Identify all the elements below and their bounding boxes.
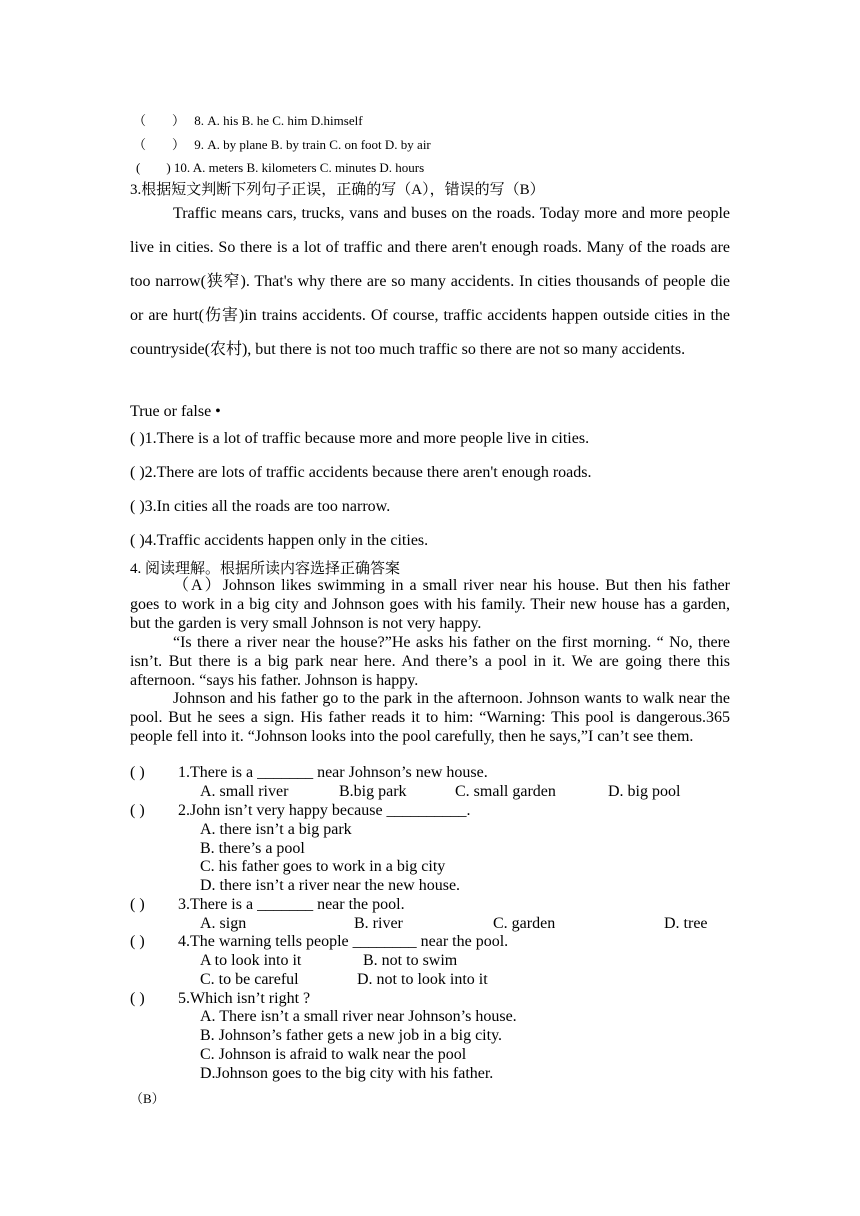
- choice-text: 8. A. his B. he C. him D.himself: [194, 113, 363, 128]
- section-4-heading: 4. 阅读理解。根据所读内容选择正确答案: [130, 561, 401, 577]
- question-5-paren: ( ): [130, 990, 145, 1007]
- question-1-paren: ( ): [130, 764, 145, 781]
- question-2-option-c: C. his father goes to work in a big city: [200, 858, 446, 875]
- question-3-paren: ( ): [130, 896, 145, 913]
- question-5-stem: 5.Which isn’t right ?: [178, 990, 311, 1007]
- question-3-option-b: B. river: [354, 915, 403, 932]
- tf-item-3: ( )3.In cities all the roads are too narrow.: [130, 498, 391, 515]
- question-4-option-c: C. to be careful: [200, 971, 299, 988]
- question-4-option-a: A to look into it: [200, 952, 302, 969]
- section-3-heading: 3.根据短文判断下列句子正误，正确的写（A），错误的写（B）: [130, 182, 545, 198]
- question-2-option-d: D. there isn’t a river near the new house.: [200, 877, 461, 894]
- tf-item-2: ( )2.There are lots of traffic accidents because there aren't enough roads.: [130, 464, 592, 481]
- question-4-stem: 4.The warning tells people ________ near the pool.: [178, 933, 509, 950]
- passage-a-paragraph-2: “Is there a river near the house?”He asks his father on the first morning. “ No, there isn’t. But there is a big park near here. And there’s a pool in it. We are going there this afternoon. “says his father. Johnson is happy.: [130, 634, 730, 689]
- choice-item-9: [133, 134, 431, 153]
- question-1-option-b: B.big park: [339, 783, 407, 800]
- passage-b-label: （B）: [130, 1091, 165, 1106]
- question-3-option-d: D. tree: [664, 915, 708, 932]
- question-1-option-a: A. small river: [200, 783, 289, 800]
- section-3-passage: Traffic means cars, trucks, vans and buses on the roads. Today more and more people live in cities. So there is a lot of traffic and there aren't enough roads. Many of the roads are too narrow(狭窄). That's why there are so many accidents. In cities thousands of people die or are hurt(伤害)in trains accidents. Of course, traffic accidents happen outside cities in the countryside(农村), but there is not too much traffic so there are not so many accidents.: [130, 205, 730, 358]
- answer-paren: ( ): [136, 160, 171, 175]
- choice-item-8: [133, 110, 363, 129]
- question-1-stem: 1.There is a _______ near Johnson’s new house.: [178, 764, 488, 781]
- question-3-option-c: C. garden: [493, 915, 556, 932]
- true-false-label: True or false •: [130, 403, 221, 420]
- question-2-paren: ( ): [130, 802, 145, 819]
- question-4-paren: ( ): [130, 933, 145, 950]
- answer-paren: （ ）: [133, 113, 186, 128]
- question-2-option-a: A. there isn’t a big park: [200, 821, 352, 838]
- question-4-option-d: D. not to look into it: [357, 971, 488, 988]
- question-5-option-c: C. Johnson is afraid to walk near the pool: [200, 1046, 467, 1063]
- question-3-stem: 3.There is a _______ near the pool.: [178, 896, 405, 913]
- question-2-option-b: B. there’s a pool: [200, 840, 305, 857]
- choice-item-10: [136, 157, 424, 176]
- question-5-option-b: B. Johnson’s father gets a new job in a big city.: [200, 1027, 503, 1044]
- question-2-stem: 2.John isn’t very happy because __________.: [178, 802, 471, 819]
- passage-a-paragraph-1: （A）Johnson likes swimming in a small river near his house. But then his father goes to work in a big city and Johnson goes with his family. Their new house has a garden, but the garden is very small Johnson is not very happy.: [130, 577, 730, 632]
- question-4-option-b: B. not to swim: [363, 952, 458, 969]
- question-5-option-a: A. There isn’t a small river near Johnson’s house.: [200, 1008, 517, 1025]
- tf-item-1: ( )1.There is a lot of traffic because more and more people live in cities.: [130, 430, 590, 447]
- question-1-option-c: C. small garden: [455, 783, 556, 800]
- choice-text: 10. A. meters B. kilometers C. minutes D. hours: [173, 160, 425, 175]
- passage-a-paragraph-3: Johnson and his father go to the park in the afternoon. Johnson wants to walk near the pool. But he sees a sign. His father reads it to him: “Warning: This pool is dangerous.365 people fell into it. “Johnson looks into the pool carefully, then he says,”I can’t see them.: [130, 690, 730, 745]
- choice-text: 9. A. by plane B. by train C. on foot D. by air: [194, 137, 431, 152]
- question-5-option-d: D.Johnson goes to the big city with his father.: [200, 1065, 494, 1082]
- question-1-option-d: D. big pool: [608, 783, 681, 800]
- answer-paren: （ ）: [133, 137, 186, 152]
- question-3-option-a: A. sign: [200, 915, 247, 932]
- tf-item-4: ( )4.Traffic accidents happen only in the cities.: [130, 532, 429, 549]
